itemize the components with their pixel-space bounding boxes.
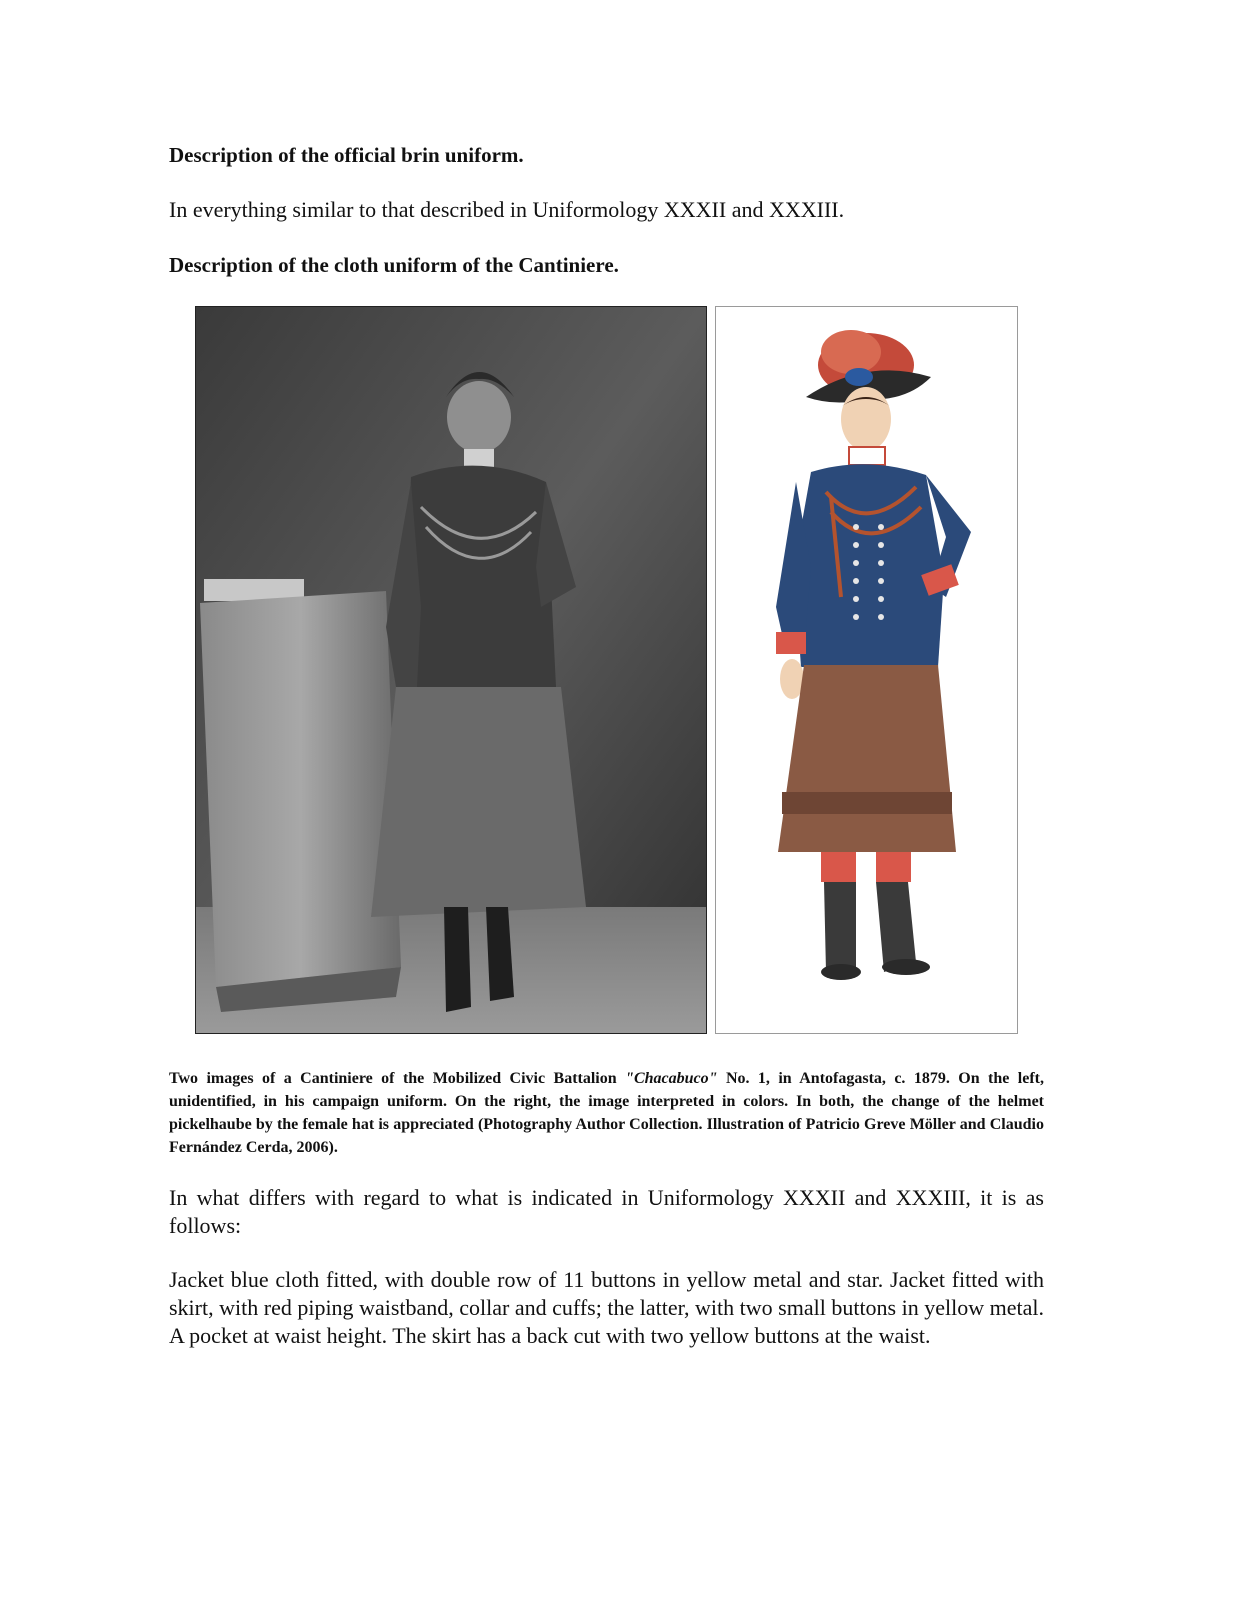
paragraph-differs: In what differs with regard to what is indicated in Uniformology XXXII and XXXIII, it is as follows: [169,1185,1044,1238]
heading-brin-uniform: Description of the official brin uniform. [169,143,524,167]
caption-part2: No. 1, in Antofagasta, c. 1879. On the left, unidentified, in his campaign uniform. On the right, the image interpreted in colors. In both, the change of the helmet pickelhaube by the female hat is appreciated (Photography Author Collection. Illustration of Patricio Greve Möller and Claudio Fernández Cerda, 2006). [169,1070,1045,1156]
caption-italic: "Chacabuco" [625,1070,718,1087]
figure-caption [169,1067,1044,1159]
caption-part1: Two images of a Cantiniere of the Mobilized Civic Battalion [169,1070,626,1087]
paragraph-similar: In everything similar to that described in Uniformology XXXII and XXXIII. [169,197,845,222]
heading-cloth-uniform: Description of the cloth uniform of the Cantiniere. [169,253,619,277]
color-illustration [715,306,1018,1034]
paragraph-jacket: Jacket blue cloth fitted, with double row of 11 buttons in yellow metal and star. Jacket fitted with skirt, with red piping waistband, collar and cuffs; the latter, with two small buttons in yellow metal. A pocket at waist height. The skirt has a back cut with two yellow buttons at the waist. [169,1267,1044,1348]
historic-photograph [195,306,707,1034]
